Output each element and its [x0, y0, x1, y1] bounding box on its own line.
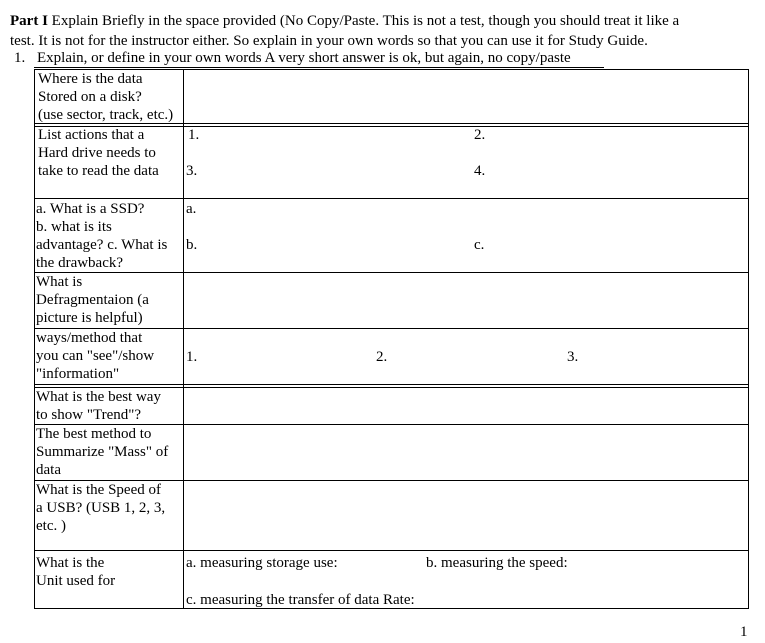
- answer-slot-a: a.: [186, 201, 197, 217]
- intro-line-2: test. It is not for the instructor either. So explain in your own words so that you can use it for Study Guide.: [10, 33, 648, 49]
- instruction-underline: [34, 67, 604, 68]
- answer-speed: b. measuring the speed:: [426, 555, 568, 571]
- question-data-location: Where is the data Stored on a disk? (use sector, track, etc.): [38, 71, 174, 123]
- question-ssd: a. What is a SSD? b. what is its advantage? c. What is the drawback?: [36, 201, 168, 271]
- intro-text-1: Explain Briefly in the space provided (No Copy/Paste. This is not a test, though you should treat it like a: [47, 13, 680, 29]
- answer-storage-use: a. measuring storage use:: [186, 555, 338, 571]
- answer-slot-2: 2.: [474, 127, 486, 143]
- part-label: Part I: [10, 13, 48, 29]
- question-summarize-mass: The best method to Summarize "Mass" of data: [36, 426, 169, 478]
- answer-slot-1: 1.: [186, 349, 198, 365]
- question-read-actions: List actions that a Hard drive needs to take to read the data: [38, 127, 159, 179]
- answer-slot-2: 2.: [376, 349, 388, 365]
- answer-slot-4: 4.: [474, 163, 486, 179]
- question-show-information: ways/method that you can "see"/show "information": [36, 330, 155, 382]
- table-border-left: [34, 69, 35, 609]
- row-divider: [34, 550, 749, 551]
- answer-slot-3: 3.: [186, 163, 198, 179]
- question-instruction: Explain, or define in your own words A very short answer is ok, but again, no copy/paste: [37, 50, 571, 66]
- answer-transfer-rate: c. measuring the transfer of data Rate:: [186, 592, 415, 608]
- page-number: 1: [740, 624, 748, 640]
- question-trend: What is the best way to show "Trend"?: [36, 389, 161, 423]
- question-defragmentation: What is Defragmentaion (a picture is helpful): [36, 274, 149, 326]
- question-usb-speed: What is the Speed of a USB? (USB 1, 2, 3, etc. ): [36, 482, 166, 534]
- answer-slot-3: 3.: [567, 349, 579, 365]
- answer-slot-c: c.: [474, 237, 485, 253]
- row-divider: [34, 198, 749, 199]
- question-number: 1.: [14, 50, 26, 66]
- answer-slot-1: 1.: [188, 127, 200, 143]
- question-units: What is the Unit used for: [36, 555, 116, 589]
- table-border-right: [748, 69, 749, 609]
- row-divider: [34, 384, 749, 385]
- intro-line-1: [10, 13, 679, 30]
- column-divider: [183, 69, 184, 609]
- answer-slot-b: b.: [186, 237, 198, 253]
